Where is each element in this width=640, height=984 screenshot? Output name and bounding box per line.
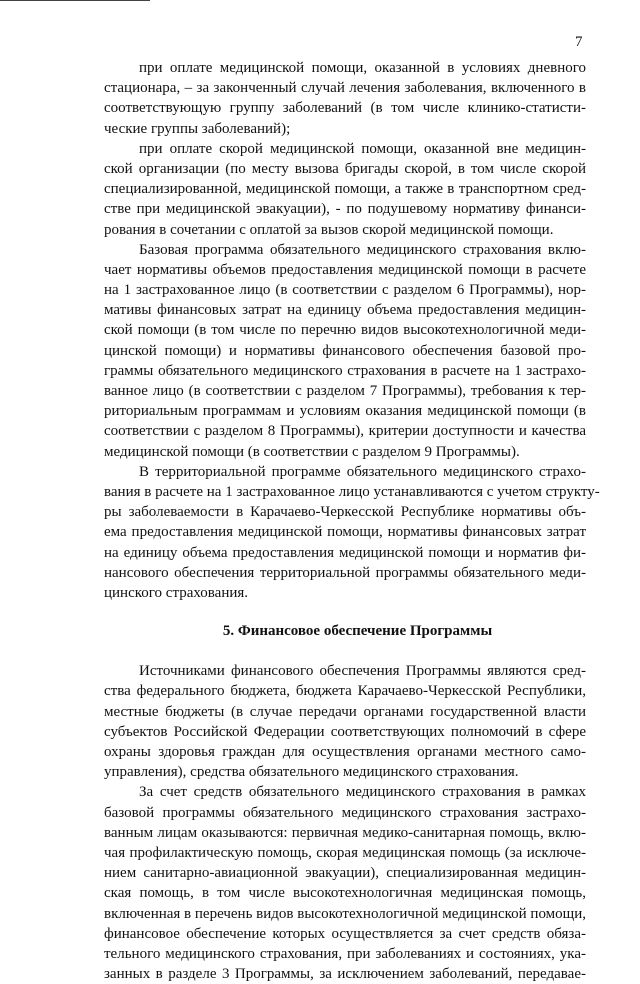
document-body	[104, 58, 600, 984]
text-line: ская помощь, в том числе высокотехнологичная медицинская помощь,	[104, 885, 586, 902]
text-line: соответствующую группу заболеваний (в том числе клинико-статисти-	[104, 100, 586, 117]
text-line: стационара, – за законченный случай лечения заболевания, включенного в	[104, 80, 586, 97]
text-line: специализированной, медицинской помощи, а также в транспортном сред-	[104, 181, 586, 198]
text-line: занных в разделе 3 Программы, за исключением заболеваний, передавае-	[104, 966, 586, 983]
text-line: на 1 застрахованное лицо (в соответствии с разделом 6 Программы), нор-	[104, 282, 586, 299]
text-line: чая профилактическую помощь, скорая медицинская помощь (за исключе-	[104, 844, 586, 861]
text-line: при оплате медицинской помощи, оказанной в условиях дневного	[139, 60, 586, 76]
text-line: Базовая программа обязательного медицинского страхования вклю-	[139, 241, 586, 258]
text-line: ской организации (по месту вызова бригады скорой, в том числе скорой	[104, 160, 586, 177]
text-line: нансового обеспечения территориальной программы обязательного меди-	[104, 564, 586, 581]
page-number: 7	[575, 34, 583, 50]
text-line: рования в сочетании с оплатой за вызов скорой медицинской помощи.	[104, 221, 554, 238]
text-line: риториальным программам и условиям оказания медицинской помощи (в	[104, 403, 586, 420]
text-line: на единицу объема предоставления медицинской помощи и норматив фи-	[104, 544, 586, 561]
text-line: ванным лицам оказываются: первичная медико-санитарная помощь, вклю-	[104, 824, 586, 841]
text-line: ства федерального бюджета, бюджета Карачаево-Черкесской Республики,	[104, 683, 586, 700]
text-line: цинской помощи) и нормативы финансового обеспечения базовой про-	[104, 342, 586, 359]
text-line: вания в расчете на 1 застрахованное лицо устанавливаются с учетом структу-	[104, 483, 600, 500]
text-line: мативы финансовых затрат на единицу объема предоставления медицин-	[104, 302, 586, 319]
text-line: включенная в перечень видов высокотехнологичной медицинской помощи,	[104, 905, 586, 922]
text-line: охраны здоровья граждан для осуществления органами местного само-	[104, 744, 586, 761]
text-line: управления), средства обязательного медицинского страхования.	[104, 764, 519, 781]
section-heading: 5. Финансовое обеспечение Программы	[222, 623, 493, 640]
text-line: ской помощи (в том числе по перечню видов высокотехнологичной меди-	[104, 322, 586, 339]
text-line: местные бюджеты (в случае передачи органами государственной власти	[104, 703, 586, 720]
text-line: В территориальной программе обязательного медицинского страхо-	[139, 463, 586, 480]
text-line: Источниками финансового обеспечения Программы являются сред-	[139, 663, 586, 680]
top-rule	[0, 0, 150, 1]
text-line: ры заболеваемости в Карачаево-Черкесской Республике нормативы объ-	[104, 504, 586, 521]
text-line: тельного медицинского страхования, при заболеваниях и состояниях, ука-	[104, 945, 586, 962]
text-line: соответствии с разделом 8 Программы), критерии доступности и качества	[104, 423, 586, 440]
text-line: финансовое обеспечение которых осуществляется за счет средств обяза-	[104, 925, 586, 942]
text-line: ванное лицо (в соответствии с разделом 7 Программы), требования к тер-	[104, 383, 586, 399]
text-line: За счет средств обязательного медицинского страхования в рамках	[139, 784, 586, 801]
text-line: ема предоставления медицинской помощи, нормативы финансовых затрат	[104, 524, 586, 541]
text-line: граммы обязательного медицинского страхования в расчете на 1 застрахо-	[104, 362, 586, 379]
text-line: чает нормативы объемов предоставления медицинской помощи в расчете	[104, 261, 586, 278]
text-line: базовой программы обязательного медицинского страхования застрахо-	[104, 804, 586, 821]
text-line: цинского страхования.	[104, 584, 249, 601]
text-line: медицинской помощи (в соответствии с разделом 9 Программы).	[104, 443, 520, 460]
text-line: ческие группы заболеваний);	[104, 120, 291, 137]
text-line: нием санитарно-авиационной эвакуации), специализированная медицин-	[104, 865, 586, 882]
text-line: при оплате скорой медицинской помощи, оказанной вне медицин-	[139, 140, 586, 157]
text-line: субъектов Российской Федерации соответствующих полномочий в сфере	[104, 723, 586, 740]
text-line: стве при медицинской эвакуации), - по подушевому нормативу финанси-	[104, 201, 586, 218]
